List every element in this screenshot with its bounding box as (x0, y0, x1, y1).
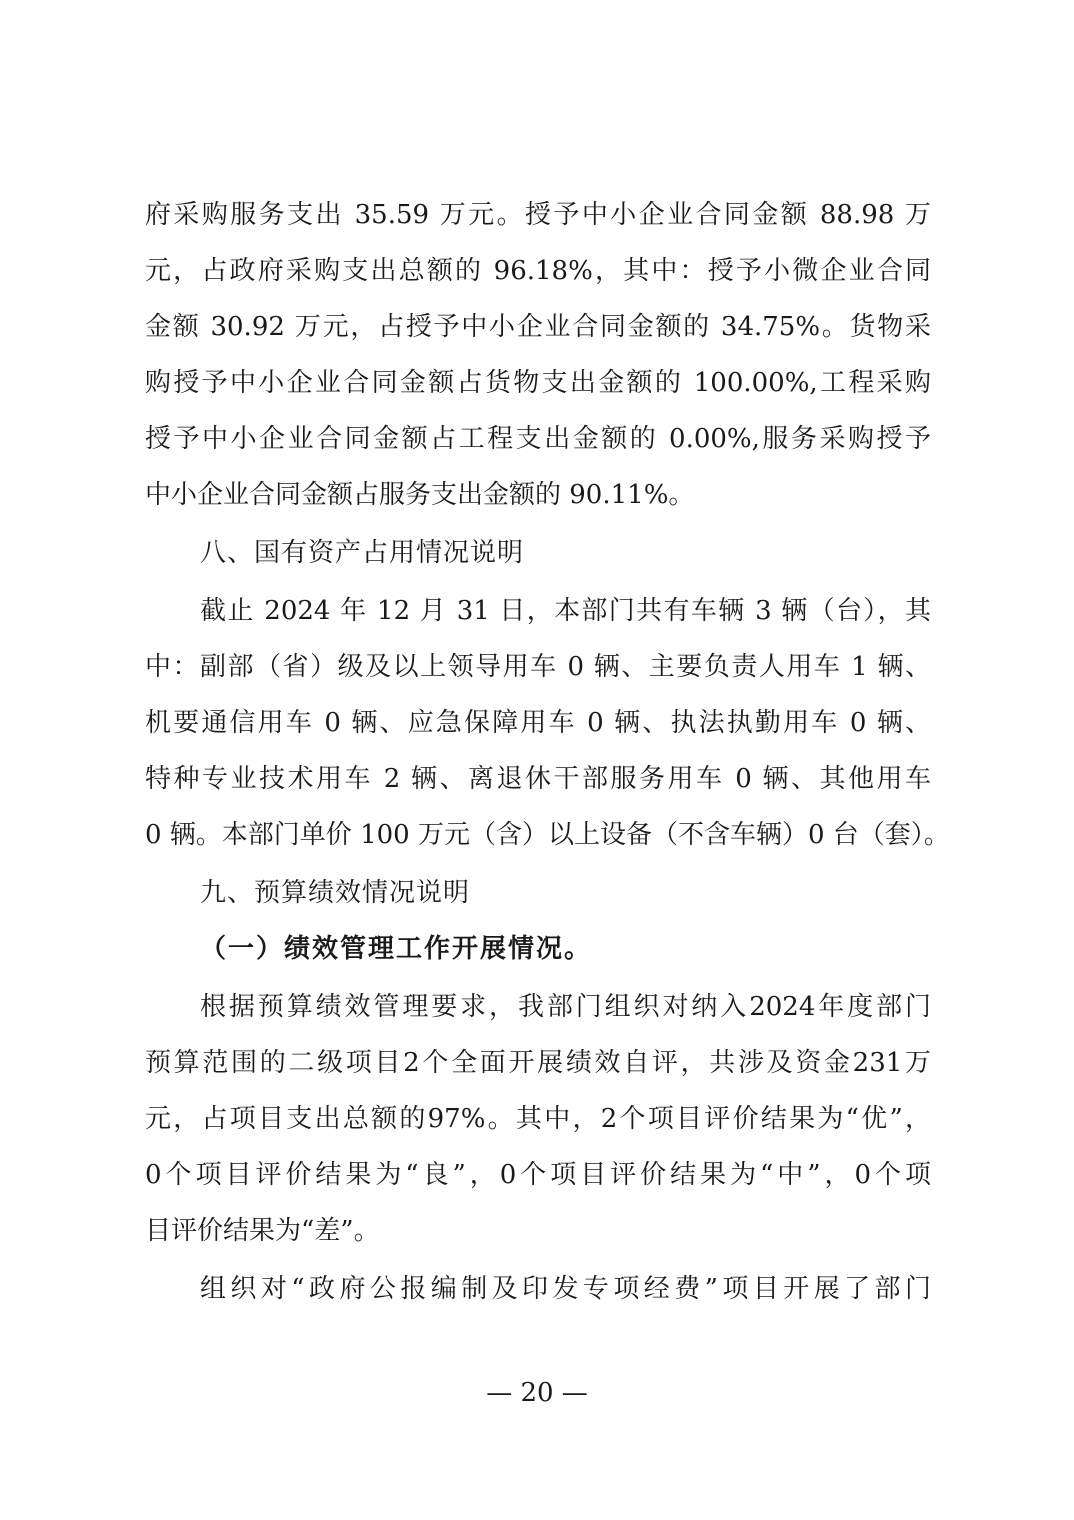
subsection-1-heading: （一）绩效管理工作开展情况。 (200, 934, 593, 964)
section-8-heading: 八、国有资产占用情况说明 (200, 538, 525, 568)
procurement-line-3: 金额 30.92 万元，占授予中小企业合同金额的 34.75%。货物采 (145, 312, 931, 342)
procurement-line-6: 中小企业合同金额占服务支出金额的 90.11%。 (145, 480, 695, 510)
performance-line-3: 元，占项目支出总额的97%。其中，2个项目评价结果为“优”， (145, 1104, 931, 1134)
section-9-heading: 九、预算绩效情况说明 (200, 878, 471, 908)
project-line-1: 组织对“政府公报编制及印发专项经费”项目开展了部门 (200, 1274, 931, 1304)
assets-line-5: 0 辆。本部门单价 100 万元（含）以上设备（不含车辆）0 台（套）。 (145, 820, 950, 850)
performance-line-5: 目评价结果为“差”。 (145, 1216, 380, 1246)
procurement-line-4: 购授予中小企业合同金额占货物支出金额的 100.00%,工程采购 (145, 368, 931, 398)
page-number: — 20 — (486, 1378, 588, 1408)
procurement-line-5: 授予中小企业合同金额占工程支出金额的 0.00%,服务采购授予 (145, 424, 931, 454)
assets-line-2: 中：副部（省）级及以上领导用车 0 辆、主要负责人用车 1 辆、 (145, 652, 931, 682)
assets-line-3: 机要通信用车 0 辆、应急保障用车 0 辆、执法执勤用车 0 辆、 (145, 708, 931, 738)
assets-line-1: 截止 2024 年 12 月 31 日，本部门共有车辆 3 辆（台），其 (200, 596, 931, 626)
procurement-line-2: 元，占政府采购支出总额的 96.18%，其中：授予小微企业合同 (145, 256, 931, 286)
performance-line-1: 根据预算绩效管理要求，我部门组织对纳入2024年度部门 (200, 992, 931, 1022)
performance-line-4: 0个项目评价结果为“良”，0个项目评价结果为“中”，0个项 (145, 1160, 931, 1190)
assets-line-4: 特种专业技术用车 2 辆、离退休干部服务用车 0 辆、其他用车 (145, 764, 931, 794)
procurement-line-1: 府采购服务支出 35.59 万元。授予中小企业合同金额 88.98 万 (145, 200, 931, 230)
performance-line-2: 预算范围的二级项目2个全面开展绩效自评，共涉及资金231万 (145, 1048, 931, 1078)
